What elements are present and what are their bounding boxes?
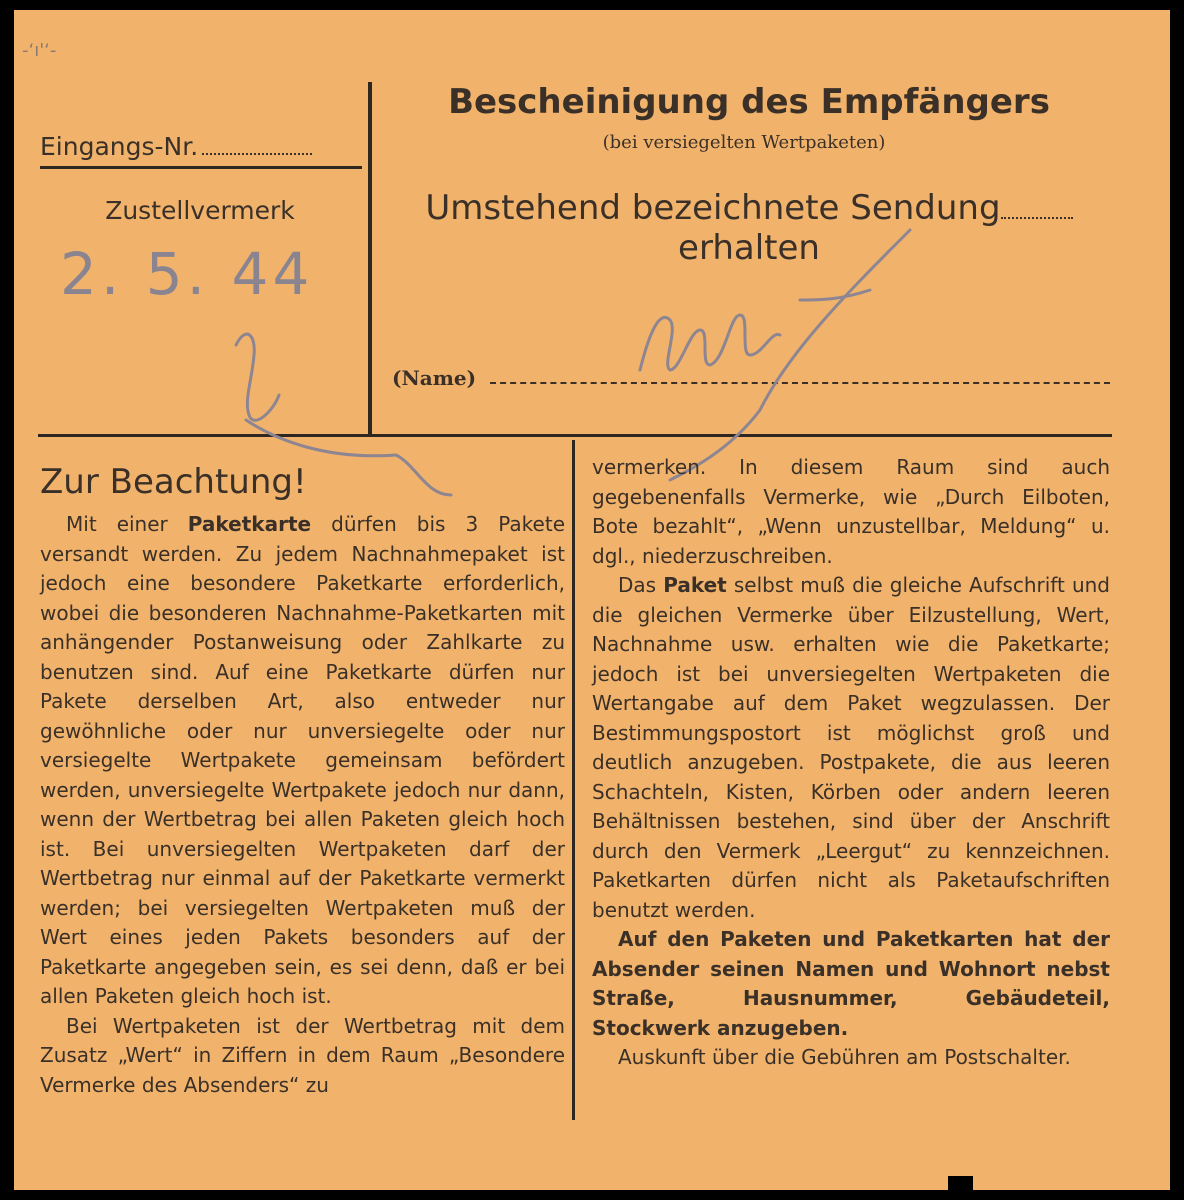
para-bold: Paketkarte xyxy=(187,512,312,536)
para-text: Mit einer xyxy=(66,512,188,536)
initial-mark xyxy=(236,334,279,420)
signature-scrawl xyxy=(640,315,780,370)
sender-instructions: Auf den Paketen und Paketkarten hat der Absender seinen Namen und Wohnort nebst Straße, Hausnummer, Gebäudeteil, Stockwerk anzugeben. xyxy=(592,927,1110,1040)
para-text: selbst muß die gleiche Aufschrift und die gleichen Vermerke über Eilzustellung, Wert, Nachnahme usw. erhalten wie die Paketkarte; jedoch ist bei unversiegelten Wertpaketen die Wertangabe auf dem Paket wegzulassen. Der Bestimmungspostort ist möglichst groß und deutlich anzugeben. Postpakete, die aus leeren Schachteln, Kisten, Körben oder andern leeren Behältnissen bestehen, sind über der Anschrift durch den Vermerk „Leergut“ zu kennzeichnen. Paketkarten dürfen nicht als Paketaufschriften benutzt werden. xyxy=(592,573,1111,922)
notice-paragraph: Auskunft über die Gebühren am Postschalter. xyxy=(618,1045,1071,1069)
statement-line1: Umstehend bezeichnete Sendung xyxy=(425,188,1001,228)
notice-column-right xyxy=(592,453,1110,1073)
para-text: Das xyxy=(618,573,664,597)
para-text: dürfen bis 3 Pakete versandt werden. Zu jedem Nachnahmepaket ist jedoch eine besondere Paketkarte erforderlich, wobei die besonderen Nachnahme-Paketkarten mit anhängender Postanweisung oder Zahlkarte zu benutzen sind. Auf eine Paketkarte dürfen nur Pakete derselben Art, also entweder nur gewöhnliche oder nur unversiegelte oder nur versiegelte Wertpakete gemeinsam befördert werden, unversiegelte Wertpakete jedoch nur dann, wenn der Wertbetrag bei allen Paketen gleich hoch ist. Bei unversiegelten Wertpaketen darf der Wertbetrag nur einmal auf der Paketkarte vermerkt werden; bei versiegelten Wertpaketen muß der Wert eines jeden Pakets besonders auf der Paketkarte angegeben sein, es sei denn, daß er bei allen Paketen gleich hoch ist. xyxy=(40,512,565,1008)
notice-paragraph xyxy=(592,571,1110,925)
notice-paragraph: vermerken. In diesem Raum sind auch gegebenenfalls Vermerke, wie „Durch Eilboten, Bote bezahlt“, „Wenn unzustellbar, Meldung“ u. dgl., niederzuschreiben. xyxy=(592,455,1110,568)
name-label: (Name) xyxy=(392,366,477,390)
notice-heading: Zur Beachtung! xyxy=(40,462,307,502)
notice-paragraph xyxy=(40,1012,565,1101)
zustell-label: Zustellvermerk xyxy=(105,196,295,225)
signature-cross xyxy=(800,290,870,300)
notice-paragraph xyxy=(40,510,565,1012)
para-bold: Paket xyxy=(663,573,727,597)
column-divider xyxy=(572,440,575,1120)
notice-column-left xyxy=(40,510,565,1100)
para-text: Bei Wertpaketen ist der Wertbetrag mit dem Zusatz „Wert“ in Ziffern in dem Raum „Besondere Vermerke des Absenders“ zu xyxy=(40,1013,565,1097)
statement-line2: erhalten xyxy=(678,228,820,268)
certificate-title: Bescheinigung des Empfängers xyxy=(448,82,1050,122)
eingang-label: Eingangs-Nr. xyxy=(40,132,199,161)
corner-mark: -ʻı'ʻ- xyxy=(22,40,57,61)
certificate-subtitle: (bei versiegelten Wertpaketen) xyxy=(602,132,886,153)
handwritten-date: 2. 5. 44 xyxy=(60,240,314,308)
